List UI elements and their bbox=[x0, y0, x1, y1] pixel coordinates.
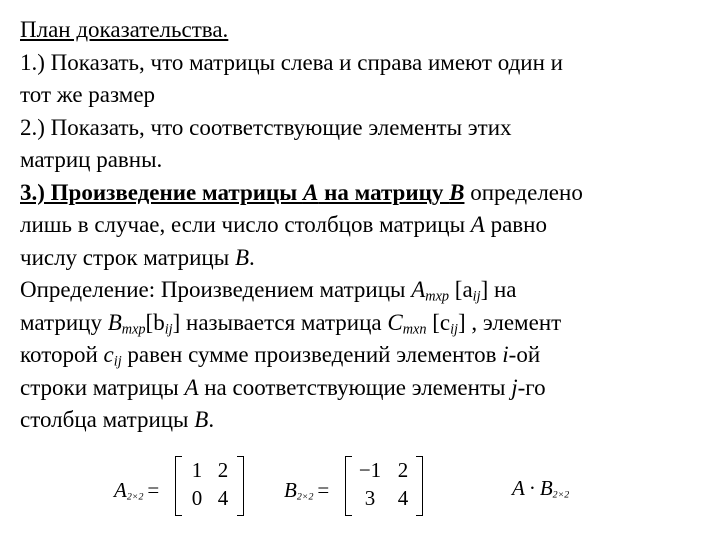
definition-line-5: столбца матрицы B. bbox=[20, 407, 215, 432]
step-3-line-3: числу строк матрицы B. bbox=[20, 244, 255, 270]
slide-text bbox=[20, 14, 716, 437]
step-3-line-1: 3.) Произведение матрицы A на матрицу B определено bbox=[20, 179, 583, 205]
matrix-a-left-bracket bbox=[175, 456, 182, 516]
matrix-a-right-bracket bbox=[237, 456, 244, 516]
matrix-examples bbox=[0, 452, 720, 532]
matrix-a-cell: 2 bbox=[217, 458, 229, 482]
step-2-line-1: 2.) Показать, что соответствующие элементы этих bbox=[20, 114, 512, 140]
definition-line-3: которой $c_{ij}$ равен сумме произведений элементов i-ой bbox=[20, 342, 541, 370]
matrix-b-values bbox=[352, 456, 418, 512]
step-3-line-2: лишь в случае, если число столбцов матрицы A равно bbox=[20, 212, 547, 237]
matrix-b-left-bracket bbox=[345, 456, 352, 516]
matrix-b-cell: −1 bbox=[358, 458, 382, 482]
matrix-b-cell: 4 bbox=[397, 486, 409, 510]
matrix-b-label: $B_{2\times 2}$ = bbox=[284, 478, 330, 503]
matrix-a-label: $A_{2\times 2}$ = bbox=[114, 478, 160, 503]
matrix-a-cell: 1 bbox=[191, 458, 203, 482]
matrix-a-cell: 4 bbox=[217, 486, 229, 510]
slide-title: План доказательства. bbox=[20, 17, 229, 42]
product-expression: $A \cdot B_{2\times 2}$ bbox=[512, 476, 570, 501]
definition-line-2: матрицу $B_{mxp}[b_{ij}]$ называется матрица $C_{mxn}$ $[c_{ij}]$ , элемент bbox=[20, 309, 562, 338]
definition-line-4: строки матрицы A на соответствующие элементы j-го bbox=[20, 374, 546, 400]
matrix-b-right-bracket bbox=[416, 456, 423, 516]
step-3-bold: 3.) Произведение матрицы A на матрицу B bbox=[20, 179, 465, 205]
matrix-a-cell: 0 bbox=[191, 486, 203, 510]
step-2-line-2: матриц равны. bbox=[20, 147, 163, 172]
definition-line-1: Определение: Произведением матрицы $A_{mxp}$ $[a_{ij}]$ на bbox=[20, 277, 517, 305]
matrix-b-cell: 2 bbox=[397, 458, 409, 482]
matrix-b-cell: 3 bbox=[364, 486, 376, 510]
step-1-line-1: 1.) Показать, что матрицы слева и справа имеют один и bbox=[20, 49, 563, 75]
step-1-line-2: тот же размер bbox=[20, 82, 156, 107]
matrix-a-values bbox=[184, 456, 236, 512]
